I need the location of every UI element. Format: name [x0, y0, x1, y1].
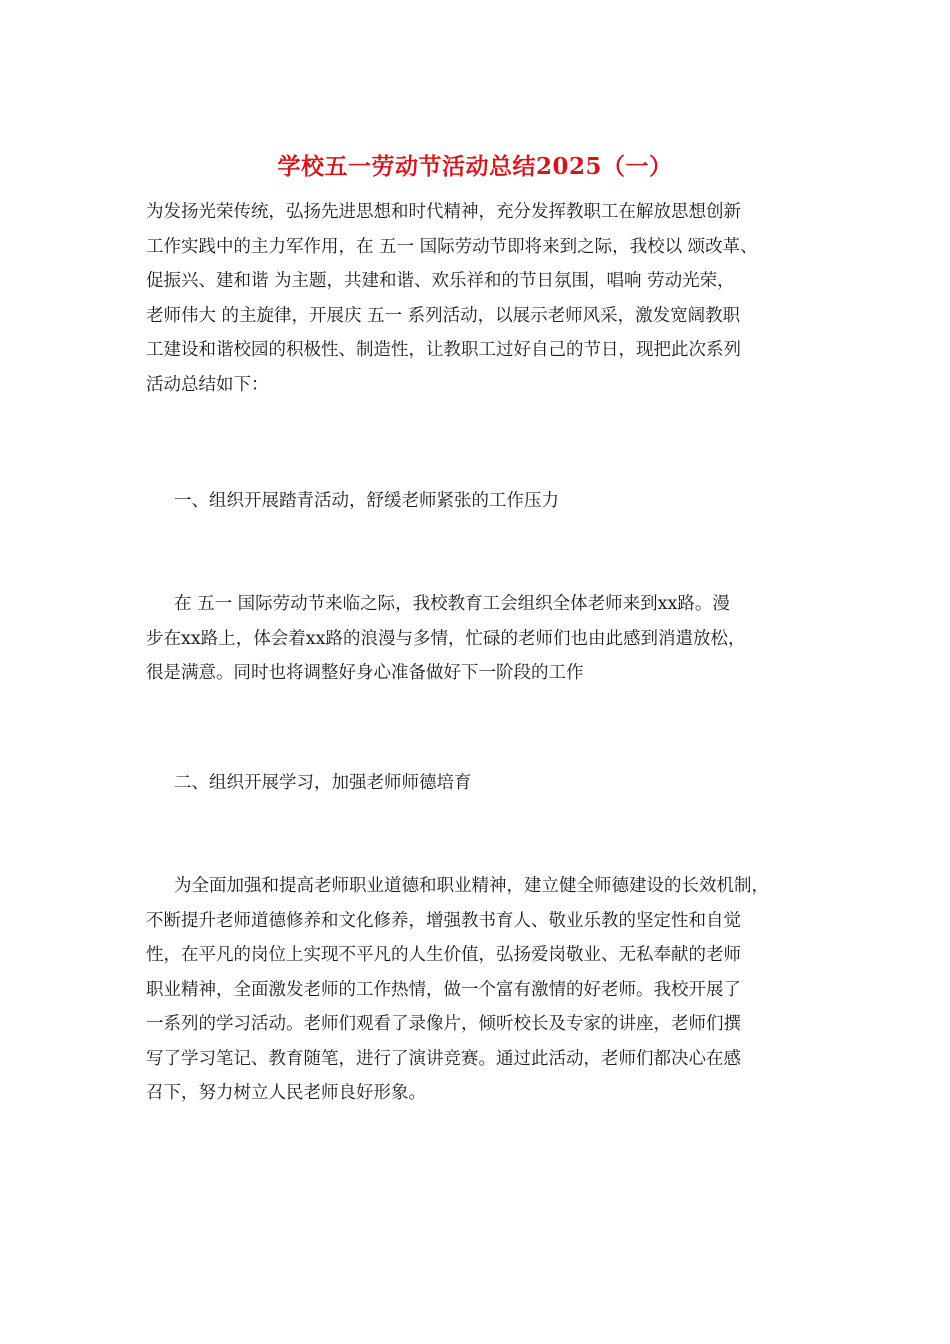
section2-line: 召下，努力树立人民老师良好形象。	[146, 1083, 426, 1103]
section1-line: 步在xx路上，体会着xx路的浪漫与多情，忙碌的老师们也由此感到消遣放松，	[146, 628, 746, 649]
intro-line: 为发扬光荣传统，弘扬先进思想和时代精神，充分发挥教职工在解放思想创新	[146, 202, 741, 222]
section1-paragraph	[146, 587, 816, 691]
section1-line: 很是满意。同时也将调整好身心准备做好下一阶段的工作	[146, 663, 584, 683]
section-heading-2: 二、组织开展学习，加强老师师德培育	[174, 773, 472, 793]
document-title: 学校五一劳动节活动总结2025（一）	[277, 153, 673, 180]
intro-line: 工建设和谐校园的积极性、制造性，让教职工过好自己的节日，现把此次系列	[146, 340, 741, 360]
section2-line: 不断提升老师道德修养和文化修养，增强教书育人、敬业乐教的坚定性和自觉	[146, 910, 741, 931]
section-heading-1: 一、组织开展踏青活动，舒缓老师紧张的工作压力	[174, 491, 559, 511]
section2-line: 性，在平凡的岗位上实现不平凡的人生价值，弘扬爱岗敬业、无私奉献的老师	[146, 945, 741, 965]
section2-line: 职业精神，全面激发老师的工作热情，做一个富有激情的好老师。我校开展了	[146, 979, 741, 1000]
section1-line: 在 五一 国际劳动节来临之际，我校教育工会组织全体老师来到xx路。漫	[174, 594, 730, 614]
intro-paragraph	[146, 195, 816, 402]
intro-line: 工作实践中的主力军作用，在 五一 国际劳动节即将来到之际，我校以 颂改革、	[146, 236, 758, 257]
intro-line: 活动总结如下：	[146, 374, 269, 395]
section2-line: 为全面加强和提高老师职业道德和职业精神，建立健全师德建设的长效机制，	[174, 876, 769, 896]
section2-line: 写了学习笔记、教育随笔，进行了演讲竞赛。通过此活动，老师们都决心在感	[146, 1048, 741, 1069]
intro-line: 促振兴、建和谐 为主题，共建和谐、欢乐祥和的节日氛围，唱响 劳动光荣，	[146, 271, 735, 291]
section2-line: 一系列的学习活动。老师们观看了录像片，倾听校长及专家的讲座，老师们撰	[146, 1014, 741, 1034]
section2-paragraph	[146, 869, 816, 1111]
intro-line: 老师伟大 的主旋律，开展庆 五一 系列活动，以展示老师风采，激发宽阔教职	[146, 305, 741, 326]
